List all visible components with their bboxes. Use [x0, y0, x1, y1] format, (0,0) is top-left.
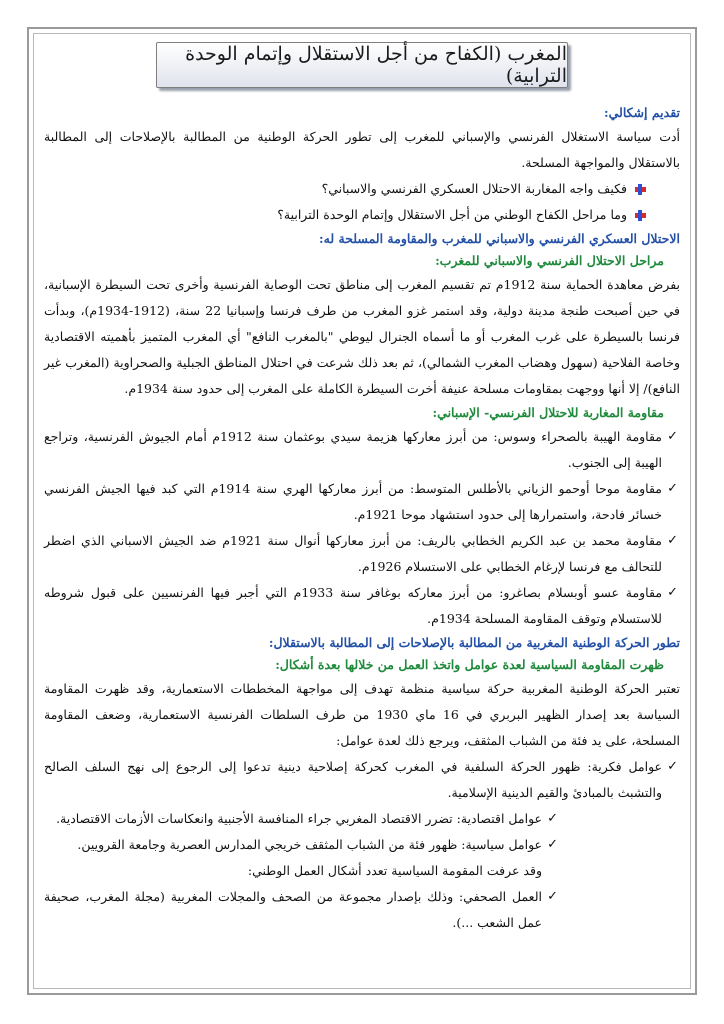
factor-item: ✓ عوامل سياسية: ظهور فئة من الشباب المثقف خريجي المدارس العصرية وجامعة القرويين. — [44, 832, 560, 858]
factor-item: ✓ عوامل اقتصادية: تضرر الاقتصاد المغربي جراء المنافسة الأجنبية وانعكاسات الأزمات الاقتصادية. — [44, 806, 560, 832]
forms-intro: وقد عرفت المقومة السياسية تعدد أشكال العمل الوطني: — [247, 863, 542, 878]
intro-text: أدت سياسة الاستغلال الفرنسي والإسباني للمغرب إلى تطور الحركة الوطنية من المطالبة بالإصلاحات إلى المطالبة بالاستقلال والمواجهة المسلحة. — [44, 129, 680, 170]
section2-heading: تطور الحركة الوطنية المغربية من المطالبة بالإصلاحات إلى المطالبة بالاستقلال: — [268, 635, 680, 650]
form-item: ✓ العمل الصحفي: وذلك بإصدار مجموعة من الصحف والمجلات المغربية (مجلة المغرب، صحيفة عمل الشعب ...). — [44, 884, 560, 936]
section1-sub1-heading: مراحل الاحتلال الفرنسي والاسباني للمغرب: — [435, 253, 664, 268]
check-icon: ✓ — [547, 811, 558, 826]
intro-heading: تقديم إشكالي: — [603, 105, 680, 120]
question-text: وما مراحل الكفاح الوطني من أجل الاستقلال وإتمام الوحدة الترابية؟ — [277, 207, 627, 222]
resistance-item: ✓ مقاومة محمد بن عبد الكريم الخطابي بالريف: من أبرز معاركها أنوال سنة 1921م ضد الجيش الاسباني الذي اضطر للتحالف مع فرنسا لإرغام الخطابي على الاستسلام 1926م. — [44, 528, 680, 580]
section1-sub2-heading: مقاومة المغاربة للاحتلال الفرنسي- الإسباني: — [432, 405, 664, 420]
check-icon: ✓ — [667, 429, 678, 444]
check-icon: ✓ — [547, 889, 558, 904]
section1-heading: الاحتلال العسكري الفرنسي والاسباني للمغرب والمقاومة المسلحة له: — [319, 231, 680, 246]
flag-bullet-icon — [635, 210, 646, 221]
flag-bullet-icon — [635, 184, 646, 195]
document-page — [44, 40, 680, 936]
check-icon: ✓ — [667, 481, 678, 496]
check-icon: ✓ — [547, 837, 558, 852]
resistance-item: ✓ مقاومة الهيبة بالصحراء وسوس: من أبرز معاركها هزيمة سيدي بوعثمان سنة 1912م أمام الجيوش الفرنسية، وتراجع الهيبة إلى الجنوب. — [44, 424, 680, 476]
check-icon: ✓ — [667, 759, 678, 774]
page-title: المغرب (الكفاح من أجل الاستقلال وإتمام الوحدة الترابية) — [156, 42, 568, 88]
title-container — [44, 42, 680, 88]
intro-question-2 — [44, 202, 646, 228]
section1-sub1-text: بفرض معاهدة الحماية سنة 1912م تم تقسيم المغرب إلى مناطق تحت الوصاية الفرنسية وأخرى تحت السيطرة الإسبانية، في حين أصبحت طنجة مدينة دولية، وقد استمر غزو المغرب من طرف فرنسا وإسبانيا 22 سنة، (1912-1934م)، وبدأت فرنسا بالسيطرة على غرب المغرب أو ما أسماه الجنرال ليوطي "بالمغرب النافع" أي المغرب المتميز بأهميته الاقتصادية وخاصة الفلاحية (سهول وهضاب المغرب الشمالي)، ثم بعد ذلك شرعت في احتلال المناطق الجبلية والصحراوية (المغرب غير النافع)/ إلا أنها ووجهت بمقاومات مسلحة عنيفة أخرت السيطرة الكاملة على المغرب إلى حدود سنة 1934م. — [44, 277, 680, 396]
intro-question-1 — [44, 176, 646, 202]
resistance-item: ✓ مقاومة عسو أوبسلام بصاغرو: من أبرز معاركه بوغافر سنة 1933م التي أجبر فيها الفرنسيين على قبول شروطه للاستسلام وتوقف المقاومة المسلحة 1934م. — [44, 580, 680, 632]
question-text: فكيف واجه المغاربة الاحتلال العسكري الفرنسي والاسباني؟ — [321, 181, 627, 196]
section2-sub1-heading: ظهرت المقاومة السياسية لعدة عوامل واتخذ العمل من خلالها بعدة أشكال: — [275, 657, 664, 672]
section2-sub1-text: تعتبر الحركة الوطنية المغربية حركة سياسية منظمة تهدف إلى مواجهة المخططات الاستعمارية، وقد ظهرت المقاومة السياسة بعد إصدار الظهير البربري في 16 ماي 1930 من طرف السلطات الفرنسية الاستعمارية، وضعف المقاومة المسلحة، على يد فئة من الشباب المثقف، ويرجع ذلك لعدة عوامل: — [44, 681, 680, 748]
check-icon: ✓ — [667, 585, 678, 600]
factor-item: ✓ عوامل فكرية: ظهور الحركة السلفية في المغرب كحركة إصلاحية دينية تدعوا إلى الرجوع إلى نهج السلف الصالح والتشبث بالمبادئ والقيم الدينية الإسلامية. — [44, 754, 680, 806]
resistance-item: ✓ مقاومة موحا أوحمو الزياني بالأطلس المتوسط: من أبرز معاركها الهري سنة 1914م التي كبد فيها الجيش الفرنسي خسائر فادحة، واستمرارها إلى حدود استشهاد موحا 1921م. — [44, 476, 680, 528]
check-icon: ✓ — [667, 533, 678, 548]
